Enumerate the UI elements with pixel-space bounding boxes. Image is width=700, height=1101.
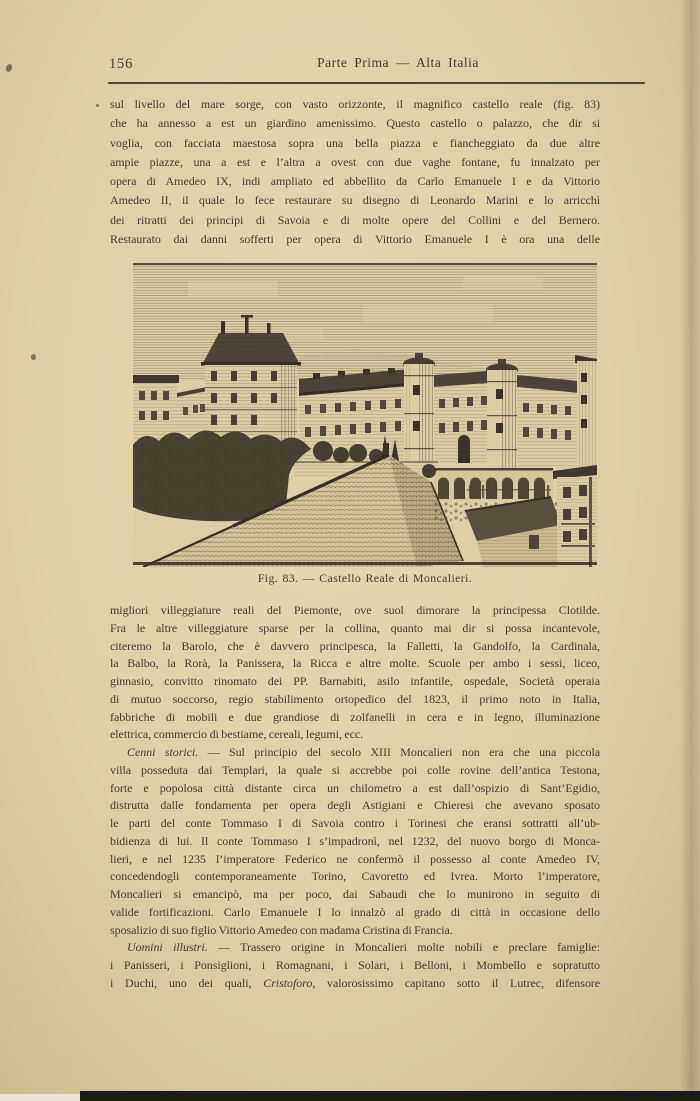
page-number: 156 [109,56,134,72]
text-line: elettrica, commercio di bestiame, cereali, legumi, ecc. [110,727,364,742]
scan-speck [96,104,99,107]
text-line: ampie piazze, una a est e l’altra a ovest con due vaghe fontane, fu innalzato per [110,154,600,169]
text-line: sposalizio di suo figlio Vittorio Amedeo con madama Cristina di Francia. [110,922,453,937]
castello-reale-engraving-illustration [133,263,597,567]
page-edge-shadow [680,0,700,1101]
text-line: Restaurato dai danni sofferti per opera di Vittorio Emanuele I è ora una delle [110,232,600,247]
scan-speck [31,354,36,360]
running-header: Parte Prima — Alta Italia [317,55,479,70]
text-line: i Panisseri, i Ponsiglioni, i Romagnani, i Solari, i Belloni, i Mombello e sopratutto [110,958,600,972]
text-line: Moncalieri si emancipò, ma per poco, dai Sabaudi che lo munirono in seguito di [110,887,600,901]
scan-bottom-light [0,1094,80,1101]
text-block-bottom [110,602,600,993]
text-line: distrutta dalle fondamenta per opera degli Astigiani e Chieresi che avevano sposato [110,798,600,813]
text-line: le parti del conte Tommaso I di Savoia contro i Torinesi che eransi sottratti all’ub- [110,816,600,830]
text-line: migliori villeggiature reali del Piemonte, ove suol dimorare la principessa Clotilde. [110,603,600,617]
text-line: Amedeo II, il quale lo fece restaurare su disegno di Leonardo Marini e lo arricchì [110,193,600,208]
figure-plate [133,263,597,567]
text-line: la Balbo, la Rorà, la Panissera, la Ricca e altre molte. Scuole per ambo i sessi, liceo, [110,656,600,671]
scan-bottom-bar [80,1091,700,1101]
text-line: dei ritratti dei principi di Savoia e di molte opere del Collini e del Bernero. [110,212,600,227]
text-line: opera di Amedeo IX, indi ampliato ed abbellito da Carlo Emanuele I e da Vittorio [110,174,600,189]
text-line: forte e popolosa città distante circa un chilometro a est dall’ospizio di Sant’Egidio, [110,780,600,795]
text-line: Cenni storici. — Sul principio del secolo XIII Moncalieri non era che una piccola [127,745,600,759]
scan-speck [5,63,13,73]
text-line: i Duchi, uno dei quali, Cristoforo, valorosissimo capitano sotto il Lutrec, difensore [110,975,600,990]
text-line: villa posseduta dai Templari, la quale si accrebbe poi colle rovine dell’antica Testona, [110,762,600,777]
text-line: bidienza di lui. Il conte Tommaso I s’impadronì, nel 1232, del nuovo borgo di Monca- [110,833,600,848]
text-line: voglia, con facciata maestosa sopra una bella piazza e fiancheggiato da due altre [110,135,600,150]
text-block-top [110,95,600,249]
text-line: che ha annesso a est un giardino amenissimo. Questo castello o palazzo, che dir si [110,116,600,131]
text-line: lieri, e nel 1235 l’imperatore Federico ne confermò il possesso al conte Amedeo IV, [110,851,600,866]
header-rule [108,82,645,84]
text-line: fabbriche di mobili e due grandiose di zolfanelli in cera e in legno, illuminazione [110,709,600,724]
figure-caption: Fig. 83. — Castello Reale di Moncalieri. [257,571,473,585]
text-line: Fra le altre villeggiature sparse per la collina, quanto mai dir si possa incantevole, [110,620,600,635]
text-line: valide fortificazioni. Carlo Emanuele I lo innalzò al grado di città in occasione dello [110,904,600,919]
text-line: concedendogli contemporaneamente Torino, Cavoretto ed Ivrea. Morto l’imperatore, [110,869,600,884]
text-line: ginnasio, convitto rinomato dei PP. Barnabiti, asilo infantile, ospedale, Società operaia [110,674,600,688]
text-line: sul livello del mare sorge, con vasto orizzonte, il magnifico castello reale (fig. 83) [110,97,600,111]
text-line: di mutuo soccorso, regio stabilimento ortopedico del 1823, il primo noto in Italia, [110,691,600,706]
text-line: citeremo la Barolo, che è davvero principesca, la Falletti, la Gandolfo, la Cardinala, [110,638,600,653]
text-line: Uomini illustri. — Trassero origine in Moncalieri molte nobili e preclare famiglie: [127,940,600,955]
